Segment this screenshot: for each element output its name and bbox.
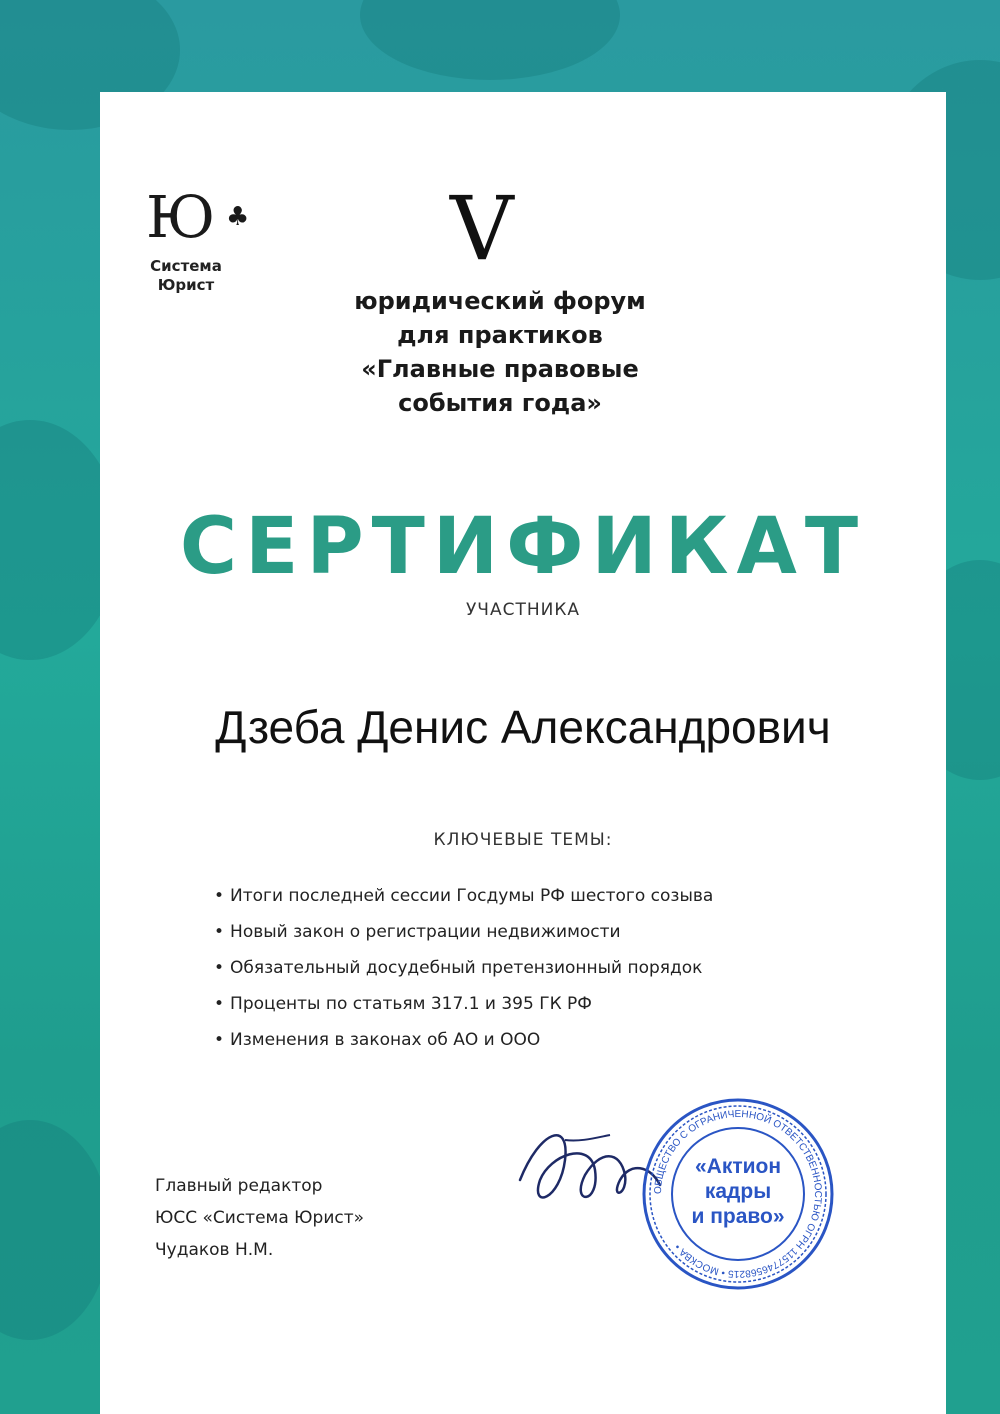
forum-title-line: события года»: [398, 389, 602, 417]
forum-title: [300, 284, 700, 420]
stamp-line: кадры: [704, 1180, 772, 1203]
stamp-line: «Актион: [694, 1155, 782, 1178]
certificate-sheet: [100, 92, 946, 1414]
background-blob: [360, 0, 620, 80]
certificate-title: СЕРТИФИКАТ: [179, 502, 867, 592]
logo-caption: [146, 257, 226, 295]
forum-title-line: юридический форум: [354, 287, 646, 315]
topic-item: • Новый закон о регистрации недвижимости: [214, 914, 713, 950]
stamp-center-text: [638, 1154, 838, 1229]
stamp-ring-text: ОБЩЕСТВО С ОГРАНИЧЕННОЙ ОТВЕТСТВЕННОСТЬЮ ОГРН 1157746568215 • МОСКВА •: [652, 1108, 824, 1280]
recipient-name: Дзеба Денис Александрович: [215, 701, 831, 753]
forum-title-line: для практиков: [397, 321, 603, 349]
forum-title-line: «Главные правовые: [361, 355, 639, 383]
topic-item: • Итоги последней сессии Госдумы РФ шестого созыва: [214, 878, 713, 914]
topics-heading: КЛЮЧЕВЫЕ ТЕМЫ:: [433, 830, 613, 850]
signatory-name: Чудаков Н.М.: [155, 1240, 274, 1260]
logo-line-2: Юрист: [157, 276, 215, 294]
logo-line-1: Система: [150, 257, 222, 275]
certificate-subtitle: УЧАСТНИКА: [465, 600, 581, 620]
stamp-line: и право»: [691, 1205, 785, 1228]
clover-icon: ♣: [226, 202, 250, 232]
signatory-position: Главный редактор: [155, 1176, 323, 1196]
signatory-organization: ЮСС «Система Юрист»: [155, 1208, 365, 1228]
topic-item: • Изменения в законах об АО и ООО: [214, 1022, 713, 1058]
topic-item: • Проценты по статьям 317.1 и 395 ГК РФ: [214, 986, 713, 1022]
topic-item: • Обязательный досудебный претензионный порядок: [214, 950, 713, 986]
forum-edition: V: [450, 177, 514, 280]
background-blob: [0, 1120, 110, 1340]
topics-list: [214, 878, 713, 1058]
yu-logo-mark: Ю ♣: [146, 183, 250, 251]
system-yurist-logo: [146, 183, 250, 295]
signatory-block: [155, 1170, 364, 1266]
